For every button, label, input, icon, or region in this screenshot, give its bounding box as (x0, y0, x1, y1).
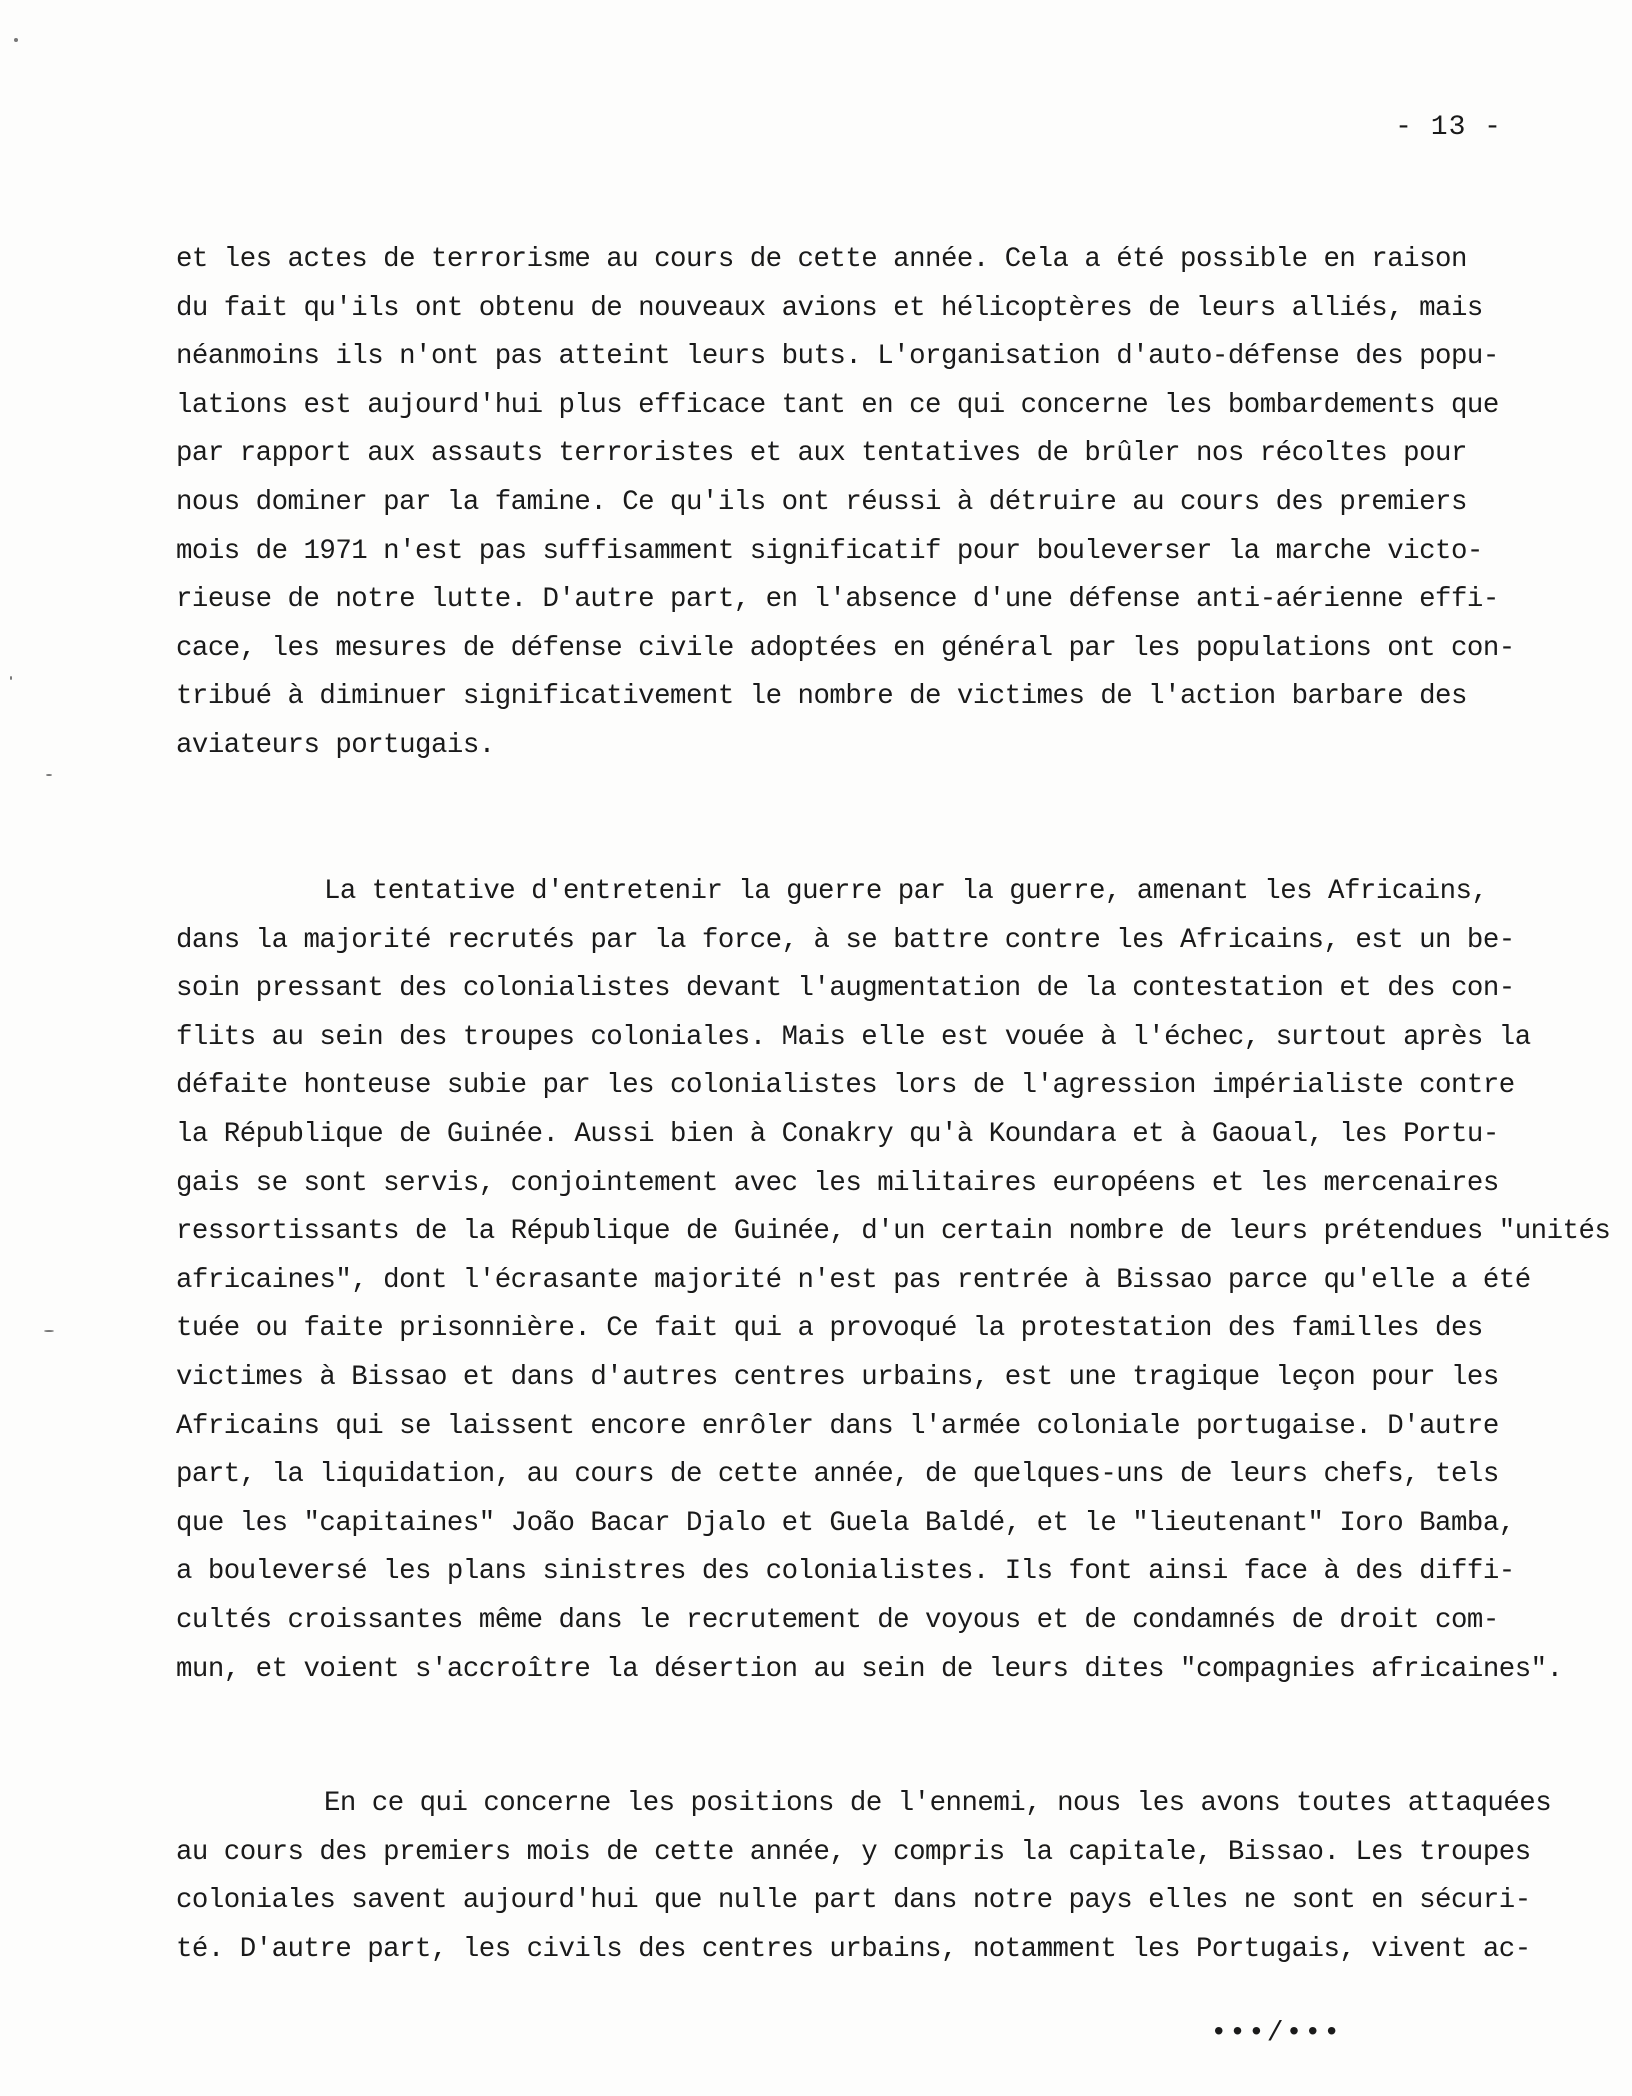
text-line: mun, et voient s'accroître la désertion au sein de leurs dites "compagnies africaines". (176, 1653, 1563, 1685)
text-line: du fait qu'ils ont obtenu de nouveaux avions et hélicoptères de leurs alliés, mais (176, 292, 1483, 324)
text-line: té. D'autre part, les civils des centres urbains, notamment les Portugais, vivent ac- (176, 1933, 1531, 1965)
text-line: La tentative d'entretenir la guerre par la guerre, amenant les Africains, (324, 876, 1488, 907)
text-line: néanmoins ils n'ont pas atteint leurs buts. L'organisation d'auto-défense des popu- (176, 341, 1499, 373)
text-line: tribué à diminuer significativement le nombre de victimes de l'action barbare des (176, 681, 1467, 713)
text-line: aviateurs portugais. (176, 729, 495, 761)
text-line: que les "capitaines" João Bacar Djalo et Guela Baldé, et le "lieutenant" Ioro Bamba, (176, 1507, 1515, 1539)
text-line: flits au sein des troupes coloniales. Mais elle est vouée à l'échec, surtout après la (176, 1021, 1531, 1053)
text-line: cultés croissantes même dans le recrutement de voyous et de condamnés de droit com- (176, 1604, 1499, 1636)
scan-speck (10, 676, 12, 680)
text-line: africaines", dont l'écrasante majorité n'est pas rentrée à Bissao parce qu'elle a été (176, 1264, 1531, 1296)
paragraph-1 (176, 236, 1516, 771)
text-line: la République de Guinée. Aussi bien à Conakry qu'à Koundara et à Gaoual, les Portu- (176, 1118, 1499, 1150)
text-line: part, la liquidation, au cours de cette année, de quelques-uns de leurs chefs, tels (176, 1459, 1499, 1491)
text-line: et les actes de terrorisme au cours de cette année. Cela a été possible en raison (176, 244, 1467, 275)
text-line: ressortissants de la République de Guinée, d'un certain nombre de leurs prétendues "unités (176, 1216, 1611, 1248)
paragraph-2 (176, 868, 1611, 1694)
scan-speck (14, 38, 18, 42)
page-number: - 13 - (1395, 112, 1502, 143)
text-line: tuée ou faite prisonnière. Ce fait qui a provoqué la protestation des familles des (176, 1313, 1483, 1345)
text-line: gais se sont servis, conjointement avec les militaires européens et les mercenaires (176, 1167, 1499, 1199)
text-line: par rapport aux assauts terroristes et aux tentatives de brûler nos récoltes pour (176, 438, 1467, 470)
text-line: dans la majorité recrutés par la force, à se battre contre les Africains, est un be- (176, 924, 1515, 956)
text-line: coloniales savent aujourd'hui que nulle part dans notre pays elles ne sont en sécuri- (176, 1885, 1531, 1917)
text-line: nous dominer par la famine. Ce qu'ils ont réussi à détruire au cours des premiers (176, 486, 1467, 518)
text-line: victimes à Bissao et dans d'autres centres urbains, est une tragique leçon pour les (176, 1361, 1499, 1393)
text-line: cace, les mesures de défense civile adoptées en général par les populations ont con- (176, 632, 1515, 664)
paragraph-3 (176, 1780, 1552, 1974)
scan-speck (44, 1330, 54, 1332)
text-line: rieuse de notre lutte. D'autre part, en l'absence d'une défense anti-aérienne effi- (176, 584, 1499, 616)
text-line: mois de 1971 n'est pas suffisamment significatif pour bouleverser la marche victo- (176, 535, 1483, 567)
text-line: au cours des premiers mois de cette année, y compris la capitale, Bissao. Les troupes (176, 1836, 1531, 1868)
page-continuation-mark: •••/••• (1210, 2018, 1342, 2049)
text-line: En ce qui concerne les positions de l'ennemi, nous les avons toutes attaquées (324, 1788, 1552, 1819)
text-line: Africains qui se laissent encore enrôler dans l'armée coloniale portugaise. D'autre (176, 1410, 1499, 1442)
text-line: soin pressant des colonialistes devant l'augmentation de la contestation et des con- (176, 973, 1515, 1005)
text-line: a bouleversé les plans sinistres des colonialistes. Ils font ainsi face à des diffi- (176, 1556, 1515, 1588)
scan-speck (46, 774, 52, 776)
text-line: lations est aujourd'hui plus efficace tant en ce qui concerne les bombardements que (176, 389, 1499, 421)
text-line: défaite honteuse subie par les colonialistes lors de l'agression impérialiste contre (176, 1070, 1515, 1102)
